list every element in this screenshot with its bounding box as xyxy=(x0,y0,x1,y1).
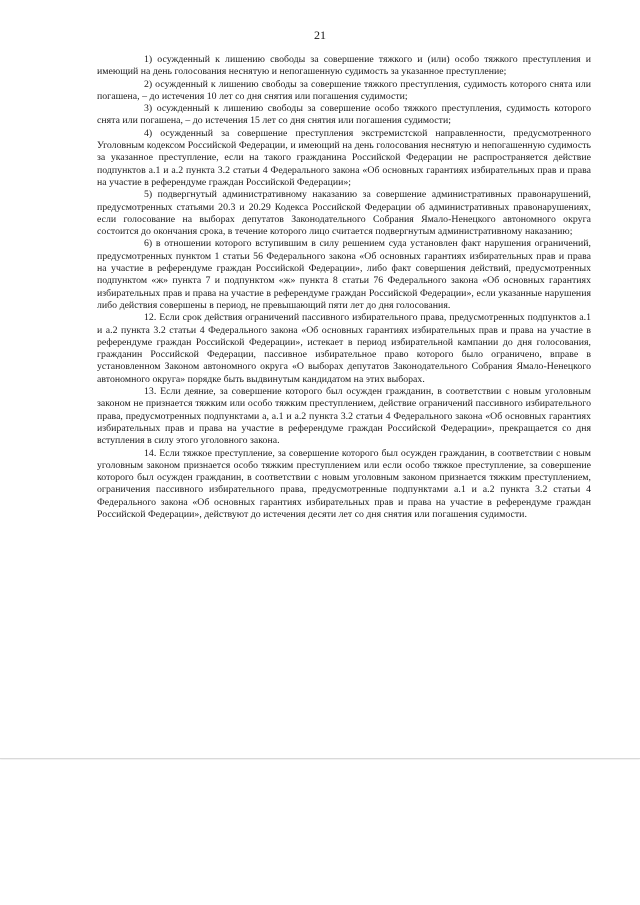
blank-area xyxy=(0,760,640,905)
paragraph-13: 13. Если деяние, за совершение которого был осужден гражданин, в соответствии с новым уголовным законом не признается тяжким или особо тяжким преступлением, действие ограничений пассивного избирательного права, предусмотренных подпунктами а, а.1 и а.2 пункта 3.2 статьи 4 Федерального закона «Об основных гарантиях избирательных прав и права на участие в референдуме граждан Российской Федерации», прекращается со дня вступления в силу этого уголовного закона. xyxy=(97,386,591,447)
paragraph-item-2: 2) осужденный к лишению свободы за совершение тяжкого преступления, судимость которого снята или погашена, – до истечения 10 лет со дня снятия или погашения судимости; xyxy=(97,78,591,102)
paragraph-item-5: 5) подвергнутый административному наказанию за совершение административных правонарушений, предусмотренных статьями 20.3 и 20.29 Кодекса Российской Федерации об административных правонарушениях, если голосование на выборах депутатов Законодательного Собрания Ямало-Ненецкого автономного округа состоится до окончания срока, в течение которого лицо считается подвергнутым административному наказанию; xyxy=(97,189,591,238)
document-body xyxy=(97,54,591,521)
paragraph-14: 14. Если тяжкое преступление, за совершение которого был осужден гражданин, в соответствии с новым уголовным законом признается особо тяжким преступлением или если особо тяжкое преступление, за совершение которого был осужден гражданин, в соответствии с новым уголовным законом признается тяжким преступлением, ограничения пассивного избирательного права, предусмотренные подпунктами а.1 и а.2 пункта 3.2 статьи 4 Федерального закона «Об основных гарантиях избирательных прав и права на участие в референдуме граждан Российской Федерации», действуют до истечения десяти лет со дня снятия или погашения судимости. xyxy=(97,447,591,520)
paragraph-item-1: 1) осужденный к лишению свободы за совершение тяжкого и (или) особо тяжкого преступления и имеющий на день голосования неснятую и непогашенную судимость за указанное преступление; xyxy=(97,54,591,78)
paragraph-item-6: 6) в отношении которого вступившим в силу решением суда установлен факт нарушения ограничений, предусмотренных пунктом 1 статьи 56 Федерального закона «Об основных гарантиях избирательных прав и права на участие в референдуме граждан Российской Федерации», либо факт совершения действий, предусмотренных подпунктом «ж» пункта 7 и подпунктом «ж» пункта 8 статьи 76 Федерального закона «Об основных гарантиях избирательных прав и права на участие в референдуме граждан Российской Федерации», если указанные нарушения либо действия совершены в период, не превышающий пяти лет до дня голосования. xyxy=(97,238,591,311)
paragraph-12: 12. Если срок действия ограничений пассивного избирательного права, предусмотренных подпунктов а.1 и а.2 пункта 3.2 статьи 4 Федерального закона «Об основных гарантиях избирательных прав и права на участие в референдуме граждан Российской Федерации», истекает в период избирательной кампании до дня голосования, гражданин Российской Федерации, пассивное избирательное право которого было ограничено, вправе в установленном Законом автономного округа «О выборах депутатов Законодательного Собрания Ямало-Ненецкого автономного округа» порядке быть выдвинутым кандидатом на этих выборах. xyxy=(97,312,591,385)
paragraph-item-3: 3) осужденный к лишению свободы за совершение особо тяжкого преступления, судимость которого снята или погашена, – до истечения 15 лет со дня снятия или погашения судимости; xyxy=(97,103,591,127)
page-number: 21 xyxy=(314,28,326,42)
paragraph-item-4: 4) осужденный за совершение преступления экстремистской направленности, предусмотренного Уголовным кодексом Российской Федерации, и имеющий на день голосования неснятую и непогашенную судимость за указанное преступление, если на такого гражданина Российской Федерации не распространяется действие подпунктов а.1 и а.2 пункта 3.2 статьи 4 Федерального закона «Об основных гарантиях избирательных прав и права на участие в референдуме граждан Российской Федерации»; xyxy=(97,127,591,188)
